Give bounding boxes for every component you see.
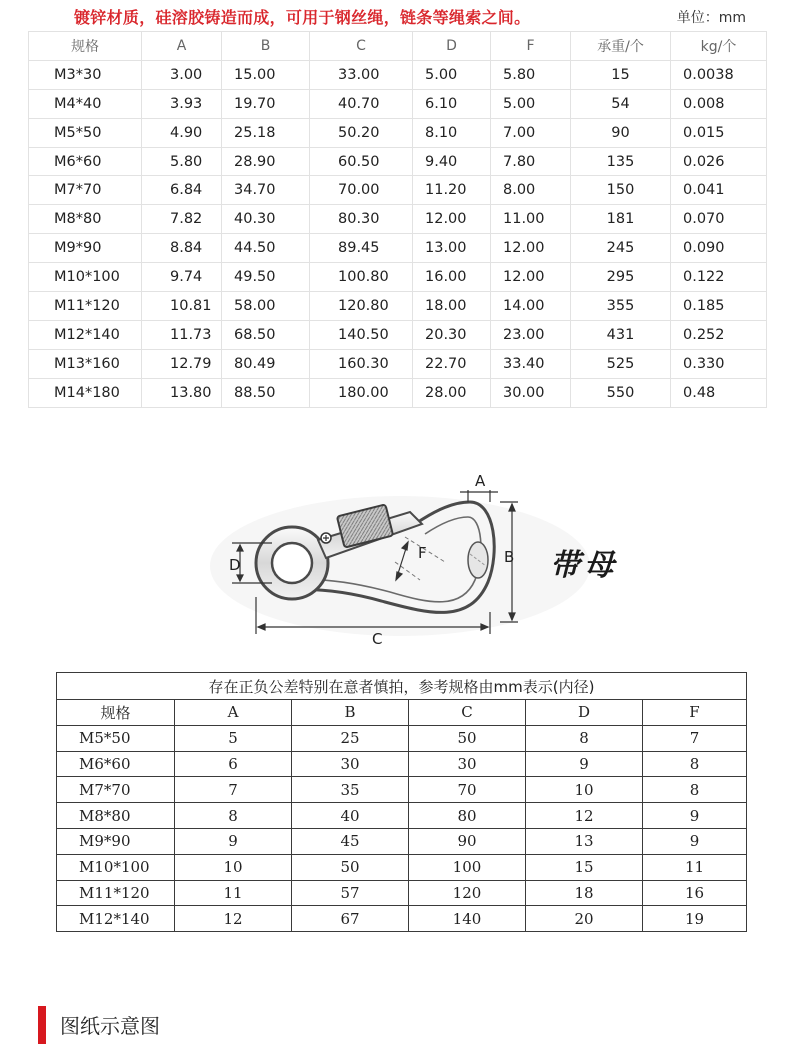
material-note: 镀锌材质，硅溶胶铸造而成，可用于钢丝绳，链条等绳索之间。 — [74, 8, 531, 27]
table-cell: 9 — [643, 803, 747, 829]
table-cell: 0.252 — [671, 320, 767, 349]
spec-table-section — [28, 0, 766, 410]
table-cell: M5*50 — [29, 118, 142, 147]
table-cell: 19.70 — [222, 89, 310, 118]
table-cell: 12.79 — [142, 349, 222, 378]
table-cell: 50.20 — [310, 118, 413, 147]
table-cell: 181 — [571, 205, 671, 234]
table-cell: 10 — [526, 777, 643, 803]
inner-table-header-cell: D — [526, 700, 643, 726]
inner-table-header-cell: F — [643, 700, 747, 726]
spec-table-header-bar — [28, 0, 766, 32]
table-cell: 150 — [571, 176, 671, 205]
table-cell: 525 — [571, 349, 671, 378]
table-cell: 431 — [571, 320, 671, 349]
table-cell: 68.50 — [222, 320, 310, 349]
table-cell: 35 — [292, 777, 409, 803]
dimension-c-label: C — [372, 630, 383, 648]
table-cell: 13 — [526, 828, 643, 854]
table-cell: 12.00 — [491, 234, 571, 263]
table-cell: 19 — [643, 906, 747, 932]
table-cell: 15.00 — [222, 60, 310, 89]
spec-table-header-cell: C — [310, 32, 413, 61]
table-cell: 135 — [571, 147, 671, 176]
table-cell: 0.015 — [671, 118, 767, 147]
table-cell: 30 — [292, 751, 409, 777]
table-cell: 50 — [409, 725, 526, 751]
table-row — [57, 803, 747, 829]
unit-label: 单位：mm — [676, 10, 746, 26]
table-cell: 10 — [175, 854, 292, 880]
spec-table-header-cell: A — [142, 32, 222, 61]
table-cell: 0.122 — [671, 263, 767, 292]
table-cell: 45 — [292, 828, 409, 854]
table-cell: 140 — [409, 906, 526, 932]
table-cell: 0.041 — [671, 176, 767, 205]
table-cell: 13.80 — [142, 378, 222, 407]
table-cell: 58.00 — [222, 292, 310, 321]
table-row — [29, 176, 767, 205]
table-cell: 7 — [175, 777, 292, 803]
table-cell: 40.30 — [222, 205, 310, 234]
table-cell: 9 — [175, 828, 292, 854]
table-cell: M12*140 — [57, 906, 175, 932]
table-cell: M5*50 — [57, 725, 175, 751]
table-cell: 13.00 — [413, 234, 491, 263]
table-cell: 80.30 — [310, 205, 413, 234]
table-cell: 25.18 — [222, 118, 310, 147]
table-cell: M3*30 — [29, 60, 142, 89]
table-cell: 14.00 — [491, 292, 571, 321]
table-cell: 18 — [526, 880, 643, 906]
table-row — [29, 349, 767, 378]
table-cell: M9*90 — [29, 234, 142, 263]
table-cell: 16 — [643, 880, 747, 906]
table-cell: 6 — [175, 751, 292, 777]
table-row — [57, 854, 747, 880]
table-cell: M4*40 — [29, 89, 142, 118]
tolerance-caption: 存在正负公差特别在意者慎拍，参考规格由mm表示(内径) — [57, 673, 747, 700]
table-cell: M9*90 — [57, 828, 175, 854]
table-cell: M10*100 — [57, 854, 175, 880]
table-row — [57, 880, 747, 906]
table-row — [57, 906, 747, 932]
table-cell: 9 — [643, 828, 747, 854]
table-cell: 100.80 — [310, 263, 413, 292]
table-cell: 44.50 — [222, 234, 310, 263]
inner-table-header-cell: 规格 — [57, 700, 175, 726]
table-row — [29, 147, 767, 176]
table-cell: 3.00 — [142, 60, 222, 89]
table-cell: 5.00 — [491, 89, 571, 118]
table-row — [29, 292, 767, 321]
table-cell: 15 — [526, 854, 643, 880]
table-row — [29, 378, 767, 407]
table-cell: 0.026 — [671, 147, 767, 176]
table-row — [57, 777, 747, 803]
table-cell: 54 — [571, 89, 671, 118]
table-cell: 0.0038 — [671, 60, 767, 89]
table-cell: 0.330 — [671, 349, 767, 378]
table-cell: 120.80 — [310, 292, 413, 321]
table-cell: 5.00 — [413, 60, 491, 89]
table-cell: 3.93 — [142, 89, 222, 118]
table-row — [29, 118, 767, 147]
table-cell: 7 — [643, 725, 747, 751]
table-cell: 180.00 — [310, 378, 413, 407]
table-cell: M7*70 — [57, 777, 175, 803]
table-cell: 40 — [292, 803, 409, 829]
spec-table-header-cell: kg/个 — [671, 32, 767, 61]
section-title: 图纸示意图 — [60, 1014, 160, 1038]
table-cell: 30 — [409, 751, 526, 777]
table-cell: M11*120 — [29, 292, 142, 321]
dimension-b-label: B — [504, 548, 515, 566]
dimension-f-label: F — [418, 544, 427, 562]
table-cell: 355 — [571, 292, 671, 321]
dimension-d-label: D — [229, 556, 241, 574]
table-cell: 49.50 — [222, 263, 310, 292]
inner-diameter-table — [56, 672, 747, 932]
table-cell: 33.40 — [491, 349, 571, 378]
table-cell: 70 — [409, 777, 526, 803]
table-cell: 40.70 — [310, 89, 413, 118]
table-row — [57, 725, 747, 751]
table-cell: 5.80 — [491, 60, 571, 89]
table-cell: 550 — [571, 378, 671, 407]
table-row — [57, 828, 747, 854]
table-cell: M12*140 — [29, 320, 142, 349]
table-cell: M6*60 — [57, 751, 175, 777]
table-cell: 7.80 — [491, 147, 571, 176]
spec-table-header-cell: 规格 — [29, 32, 142, 61]
table-cell: 22.70 — [413, 349, 491, 378]
table-cell: 67 — [292, 906, 409, 932]
inner-table-header-cell: B — [292, 700, 409, 726]
table-cell: 20.30 — [413, 320, 491, 349]
table-cell: 6.10 — [413, 89, 491, 118]
table-cell: 30.00 — [491, 378, 571, 407]
table-cell: 0.185 — [671, 292, 767, 321]
table-cell: 80.49 — [222, 349, 310, 378]
table-cell: 11.73 — [142, 320, 222, 349]
spec-table-header-cell: F — [491, 32, 571, 61]
table-cell: 60.50 — [310, 147, 413, 176]
table-cell: 140.50 — [310, 320, 413, 349]
table-cell: 0.008 — [671, 89, 767, 118]
table-row — [29, 263, 767, 292]
table-cell: 9.40 — [413, 147, 491, 176]
table-row — [29, 320, 767, 349]
table-cell: M14*180 — [29, 378, 142, 407]
table-cell: 8 — [643, 777, 747, 803]
with-nut-caption: 带母 — [550, 548, 618, 583]
table-cell: 8 — [526, 725, 643, 751]
table-cell: 0.48 — [671, 378, 767, 407]
table-cell: 8.84 — [142, 234, 222, 263]
dimension-a-label: A — [475, 472, 486, 490]
spec-table — [28, 31, 767, 408]
inner-table-header-cell: A — [175, 700, 292, 726]
table-cell: M11*120 — [57, 880, 175, 906]
table-cell: 15 — [571, 60, 671, 89]
section-accent-bar — [38, 1006, 46, 1044]
table-cell: 28.00 — [413, 378, 491, 407]
table-cell: 33.00 — [310, 60, 413, 89]
table-cell: 7.82 — [142, 205, 222, 234]
table-cell: 12.00 — [413, 205, 491, 234]
table-cell: 18.00 — [413, 292, 491, 321]
table-row — [29, 205, 767, 234]
table-cell: 9 — [526, 751, 643, 777]
table-cell: 25 — [292, 725, 409, 751]
table-cell: 9.74 — [142, 263, 222, 292]
table-cell: 8.10 — [413, 118, 491, 147]
table-cell: M10*100 — [29, 263, 142, 292]
table-cell: 11 — [175, 880, 292, 906]
table-row — [29, 89, 767, 118]
eye-ring-inner — [272, 543, 312, 583]
spec-table-header-row — [29, 32, 767, 61]
table-row — [29, 234, 767, 263]
table-row — [29, 60, 767, 89]
table-cell: 160.30 — [310, 349, 413, 378]
spec-table-header-cell: D — [413, 32, 491, 61]
table-cell: 90 — [571, 118, 671, 147]
table-cell: 0.070 — [671, 205, 767, 234]
table-cell: 7.00 — [491, 118, 571, 147]
table-cell: 90 — [409, 828, 526, 854]
table-cell: 12.00 — [491, 263, 571, 292]
table-cell: 8 — [175, 803, 292, 829]
table-cell: 5.80 — [142, 147, 222, 176]
table-cell: 100 — [409, 854, 526, 880]
table-cell: 80 — [409, 803, 526, 829]
table-cell: 8.00 — [491, 176, 571, 205]
table-cell: 120 — [409, 880, 526, 906]
table-cell: 89.45 — [310, 234, 413, 263]
table-cell: 28.90 — [222, 147, 310, 176]
table-cell: 0.090 — [671, 234, 767, 263]
table-cell: 12 — [175, 906, 292, 932]
table-cell: 4.90 — [142, 118, 222, 147]
table-row — [57, 751, 747, 777]
table-cell: 10.81 — [142, 292, 222, 321]
table-cell: 23.00 — [491, 320, 571, 349]
table-cell: M8*80 — [57, 803, 175, 829]
table-cell: 245 — [571, 234, 671, 263]
table-cell: 70.00 — [310, 176, 413, 205]
table-cell: 6.84 — [142, 176, 222, 205]
table-cell: 88.50 — [222, 378, 310, 407]
table-cell: 11.20 — [413, 176, 491, 205]
inner-table-header-cell: C — [409, 700, 526, 726]
table-cell: 20 — [526, 906, 643, 932]
table-cell: 8 — [643, 751, 747, 777]
table-cell: 11.00 — [491, 205, 571, 234]
table-cell: M13*160 — [29, 349, 142, 378]
table-cell: 57 — [292, 880, 409, 906]
spec-table-header-cell: B — [222, 32, 310, 61]
table-cell: 5 — [175, 725, 292, 751]
spec-table-header-cell: 承重/个 — [571, 32, 671, 61]
table-cell: M6*60 — [29, 147, 142, 176]
table-cell: 50 — [292, 854, 409, 880]
table-cell: 16.00 — [413, 263, 491, 292]
table-cell: M7*70 — [29, 176, 142, 205]
table-cell: 295 — [571, 263, 671, 292]
table-cell: 12 — [526, 803, 643, 829]
table-cell: M8*80 — [29, 205, 142, 234]
inner-table-header-row — [57, 700, 747, 726]
table-cell: 34.70 — [222, 176, 310, 205]
table-cell: 11 — [643, 854, 747, 880]
